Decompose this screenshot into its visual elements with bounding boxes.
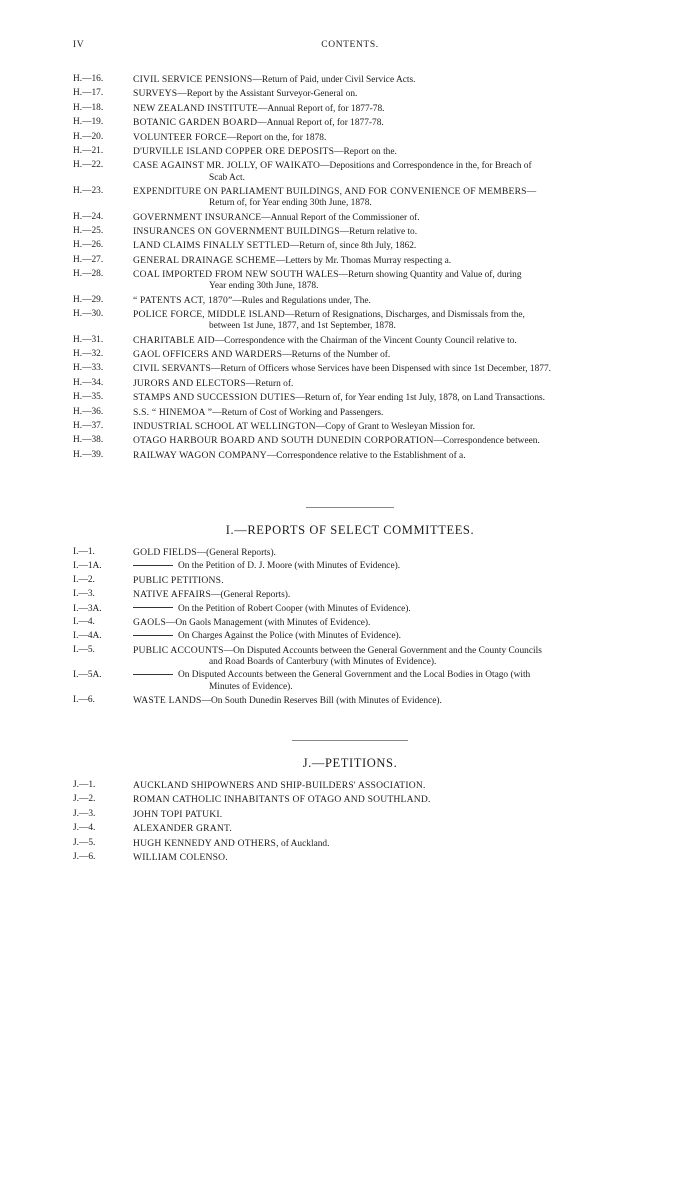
contents-entry [73, 117, 653, 129]
entry-code: H.—31. [73, 334, 104, 345]
contents-entry [73, 240, 653, 252]
contents-entry [73, 617, 653, 629]
entry-text [133, 186, 653, 209]
section-j-heading: J.—PETITIONS. [302, 756, 398, 770]
section-h-list [73, 74, 653, 464]
entry-title: OTAGO HARBOUR BOARD AND SOUTH DUNEDIN CORPORATION [133, 435, 434, 447]
entry-title: NATIVE AFFAIRS [133, 589, 212, 601]
entry-title: STAMPS AND SUCCESSION DUTIES [133, 392, 296, 404]
entry-text [133, 421, 653, 433]
contents-entry [73, 421, 653, 433]
contents-entry [73, 838, 653, 850]
contents-entry [73, 631, 653, 642]
entry-description: On the Petition of Robert Cooper (with Minutes of Evidence). [178, 603, 411, 614]
entry-code: H.—18. [73, 102, 104, 113]
contents-entry [73, 226, 653, 238]
entry-title: GAOLS [133, 616, 166, 628]
entry-text [133, 295, 653, 307]
entry-title: ALEXANDER GRANT. [133, 823, 232, 835]
entry-title: INDUSTRIAL SCHOOL AT WELLINGTON [133, 421, 316, 433]
entry-title: GOVERNMENT INSURANCE [133, 211, 262, 223]
entry-text [133, 838, 653, 850]
entry-code: I.—2. [73, 574, 95, 585]
entry-text [133, 645, 653, 668]
entry-description: —Letters by Mr. Thomas Murray respecting a. [275, 255, 452, 266]
entry-title: S.S. “ HINEMOA ” [133, 406, 213, 418]
entry-description: —Report on the. [334, 146, 397, 157]
entry-description: —Return showing Quantity and Value of, during [338, 270, 522, 281]
entry-title: COAL IMPORTED FROM NEW SOUTH WALES [133, 269, 339, 281]
contents-entry [73, 450, 653, 462]
entry-text [133, 212, 653, 224]
entry-text [133, 450, 653, 462]
contents-entry [73, 780, 653, 792]
entry-code: H.—16. [73, 74, 104, 84]
entry-code: I.—5. [73, 644, 95, 655]
entry-title: PUBLIC PETITIONS. [133, 574, 224, 586]
contents-entry [73, 575, 653, 587]
entry-code: H.—36. [73, 406, 104, 417]
ditto-dash [133, 635, 173, 636]
entry-description: —On South Dunedin Reserves Bill (with Minutes of Evidence). [201, 695, 442, 706]
contents-entry [73, 547, 653, 559]
section-i-heading: I.—REPORTS OF SELECT COMMITTEES. [225, 523, 475, 537]
entry-title: EXPENDITURE ON PARLIAMENT BUILDINGS, AND FOR CONVENIENCE OF MEMBERS [133, 185, 527, 197]
entry-description: —Return of Cost of Working and Passengers. [212, 407, 384, 418]
entry-code: H.—22. [73, 160, 104, 171]
entry-code: H.—35. [73, 392, 104, 403]
entry-text [133, 823, 653, 835]
entry-description: —Return of Paid, under Civil Service Acts. [252, 75, 416, 85]
entry-text [133, 363, 653, 375]
entry-text [133, 695, 653, 707]
entry-title: INSURANCES ON GOVERNMENT BUILDINGS [133, 225, 340, 237]
entry-code: H.—37. [73, 421, 104, 432]
contents-entry [73, 186, 653, 209]
entry-description: —Correspondence relative to the Establishment of a. [266, 450, 466, 461]
section-i-list [73, 547, 653, 709]
entry-title: CHARITABLE AID [133, 334, 215, 346]
entry-text [133, 392, 653, 404]
entry-code: I.—6. [73, 694, 95, 705]
entry-code: I.—1A. [73, 561, 102, 572]
entry-code: J.—3. [73, 808, 96, 819]
entry-title: GENERAL DRAINAGE SCHEME [133, 254, 276, 266]
entry-code: H.—23. [73, 185, 104, 196]
entry-text [133, 269, 653, 292]
entry-text [133, 809, 653, 821]
entry-title: JURORS AND ELECTORS [133, 377, 246, 389]
entry-text [133, 226, 653, 238]
contents-entry [73, 160, 653, 183]
entry-text [133, 604, 653, 615]
entry-continuation: Minutes of Evidence). [209, 681, 293, 692]
entry-title: JOHN TOPI PATUKI. [133, 808, 223, 820]
entry-continuation: Year ending 30th June, 1878. [209, 281, 319, 292]
entry-text [133, 589, 653, 601]
entry-text [133, 378, 653, 390]
entry-code: H.—38. [73, 435, 104, 446]
entry-code: H.—21. [73, 145, 104, 156]
contents-entry [73, 363, 653, 375]
entry-description: —Annual Report of the Commissioner of. [261, 212, 420, 223]
entry-text [133, 335, 653, 347]
page-title: CONTENTS. [321, 40, 379, 50]
entry-title: WILLIAM COLENSO. [133, 851, 228, 863]
entry-text [133, 852, 653, 864]
contents-entry [73, 74, 653, 86]
entry-code: H.—29. [73, 294, 104, 305]
entry-text [133, 146, 653, 158]
entry-description: —On Disputed Accounts between the General Government and the County Councils [223, 645, 542, 656]
entry-text [133, 780, 653, 792]
entry-title: CIVIL SERVICE PENSIONS [133, 74, 253, 85]
contents-entry [73, 670, 653, 692]
contents-entry [73, 392, 653, 404]
contents-entry [73, 407, 653, 419]
entry-code: H.—32. [73, 349, 104, 360]
entry-code: J.—4. [73, 823, 96, 834]
entry-text [133, 132, 653, 144]
entry-title: POLICE FORCE, MIDDLE ISLAND [133, 309, 285, 321]
entry-title: “ PATENTS ACT, 1870” [133, 294, 233, 306]
entry-description: —Rules and Regulations under, The. [232, 295, 371, 306]
entry-code: H.—39. [73, 449, 104, 460]
entry-text [133, 794, 653, 806]
entry-description: —Annual Report of, for 1877-78. [257, 118, 384, 129]
contents-entry [73, 794, 653, 806]
entry-description: —Depositions and Correspondence in the, for Breach of [320, 161, 532, 172]
contents-entry [73, 852, 653, 864]
entry-code: I.—4A. [73, 631, 102, 642]
contents-entry [73, 309, 653, 332]
entry-text [133, 117, 653, 129]
contents-entry [73, 809, 653, 821]
entry-title: VOLUNTEER FORCE [133, 131, 227, 143]
entry-title: PUBLIC ACCOUNTS [133, 644, 224, 656]
entry-description: —Return of, since 8th July, 1862. [289, 241, 417, 252]
entry-text [133, 349, 653, 361]
entry-description: —Copy of Grant to Wesleyan Mission for. [315, 422, 475, 433]
entry-title: HUGH KENNEDY AND OTHERS, [133, 837, 279, 849]
entry-title: D'URVILLE ISLAND COPPER ORE DEPOSITS [133, 145, 335, 157]
section-divider [306, 507, 394, 508]
entry-description: —(General Reports). [196, 548, 276, 558]
entry-title: ROMAN CATHOLIC INHABITANTS OF OTAGO AND SOUTHLAND. [133, 794, 431, 806]
entry-description: On Charges Against the Police (with Minutes of Evidence). [178, 631, 401, 642]
entry-text [133, 617, 653, 629]
entry-title: CASE AGAINST MR. JOLLY, OF WAIKATO [133, 160, 321, 172]
entry-code: H.—27. [73, 254, 104, 265]
entry-text [133, 547, 653, 559]
page-number: IV [73, 40, 85, 50]
entry-text [133, 670, 653, 692]
entry-code: I.—1. [73, 547, 95, 557]
entry-code: J.—6. [73, 851, 96, 862]
entry-description: —Report on the, for 1878. [226, 132, 327, 143]
entry-text [133, 160, 653, 183]
entry-text [133, 407, 653, 419]
ditto-dash [133, 565, 173, 566]
entry-title: SURVEYS [133, 88, 178, 100]
section-divider [292, 740, 408, 741]
entry-code: H.—28. [73, 269, 104, 280]
contents-entry [73, 349, 653, 361]
entry-text [133, 561, 653, 572]
contents-entry [73, 435, 653, 447]
entry-continuation: and Road Boards of Canterbury (with Minutes of Evidence). [209, 656, 437, 667]
entry-text [133, 575, 653, 587]
entry-code: I.—3A. [73, 603, 102, 614]
contents-entry [73, 561, 653, 572]
entry-code: I.—5A. [73, 670, 102, 681]
entry-description: of Auckland. [278, 838, 330, 849]
contents-entry [73, 695, 653, 707]
entry-description: —Return of Resignations, Discharges, and Dismissals from the, [284, 310, 525, 321]
entry-text [133, 103, 653, 115]
entry-description: —Returns of the Number of. [282, 350, 391, 361]
ditto-dash [133, 674, 173, 675]
entry-description: —Report by the Assistant Surveyor-General on. [177, 89, 358, 100]
section-j-list [73, 780, 653, 866]
contents-entry [73, 295, 653, 307]
contents-entry [73, 103, 653, 115]
entry-description: On the Petition of D. J. Moore (with Minutes of Evidence). [178, 561, 401, 572]
contents-entry [73, 255, 653, 267]
entry-code: H.—19. [73, 117, 104, 128]
ditto-dash [133, 607, 173, 608]
entry-continuation: between 1st June, 1877, and 1st September, 1878. [209, 321, 396, 332]
entry-description: —Annual Report of, for 1877-78. [257, 103, 385, 114]
entry-description: —Return of, for Year ending 1st July, 1878, on Land Transactions. [295, 393, 546, 404]
entry-code: H.—26. [73, 240, 104, 251]
contents-entry [73, 335, 653, 347]
entry-text [133, 74, 653, 86]
entry-description: —(General Reports). [211, 590, 291, 601]
entry-code: H.—33. [73, 363, 104, 374]
entry-text [133, 435, 653, 447]
entry-code: H.—24. [73, 211, 104, 222]
entry-title: NEW ZEALAND INSTITUTE [133, 102, 258, 114]
entry-title: BOTANIC GARDEN BOARD [133, 117, 258, 129]
contents-entry [73, 132, 653, 144]
contents-entry [73, 823, 653, 835]
contents-entry [73, 269, 653, 292]
entry-description: —Return of Officers whose Services have been Dispensed with since 1st December, 1877. [211, 364, 551, 375]
entry-title: RAILWAY WAGON COMPANY [133, 449, 267, 461]
entry-title: GAOL OFFICERS AND WARDERS [133, 349, 283, 361]
contents-entry [73, 645, 653, 668]
contents-entry [73, 146, 653, 158]
entry-continuation: Scab Act. [209, 172, 245, 183]
entry-code: H.—25. [73, 225, 104, 236]
entry-title: CIVIL SERVANTS [133, 363, 211, 375]
entry-code: I.—3. [73, 589, 95, 600]
contents-entry [73, 589, 653, 601]
entry-description: On Disputed Accounts between the General Government and the Local Bodies in Otago (with [178, 670, 531, 681]
entry-code: H.—17. [73, 88, 104, 99]
entry-description: —Return of. [245, 378, 294, 389]
contents-entry [73, 604, 653, 615]
entry-title: AUCKLAND SHIPOWNERS AND SHIP-BUILDERS' ASSOCIATION. [133, 780, 426, 791]
entry-text [133, 88, 653, 100]
entry-description: —Correspondence with the Chairman of the Vincent County Council relative to. [214, 335, 517, 346]
contents-entry [73, 88, 653, 100]
entry-code: I.—4. [73, 616, 95, 627]
entry-text [133, 255, 653, 267]
entry-title: WASTE LANDS [133, 694, 202, 706]
entry-text [133, 240, 653, 252]
entry-title: LAND CLAIMS FINALLY SETTLED [133, 240, 290, 252]
entry-code: J.—1. [73, 780, 96, 790]
entry-code: H.—34. [73, 377, 104, 388]
entry-code: J.—5. [73, 837, 96, 848]
entry-code: J.—2. [73, 794, 96, 805]
entry-description: —On Gaols Management (with Minutes of Evidence). [165, 617, 371, 628]
entry-description: —Correspondence between. [433, 436, 540, 447]
contents-entry [73, 212, 653, 224]
entry-title: GOLD FIELDS [133, 547, 197, 558]
entry-code: H.—20. [73, 131, 104, 142]
entry-text [133, 631, 653, 642]
entry-text [133, 309, 653, 332]
entry-description: — [526, 186, 537, 197]
entry-continuation: Return of, for Year ending 30th June, 1878. [209, 198, 372, 209]
contents-entry [73, 378, 653, 390]
entry-description: —Return relative to. [339, 226, 418, 237]
entry-code: H.—30. [73, 309, 104, 320]
